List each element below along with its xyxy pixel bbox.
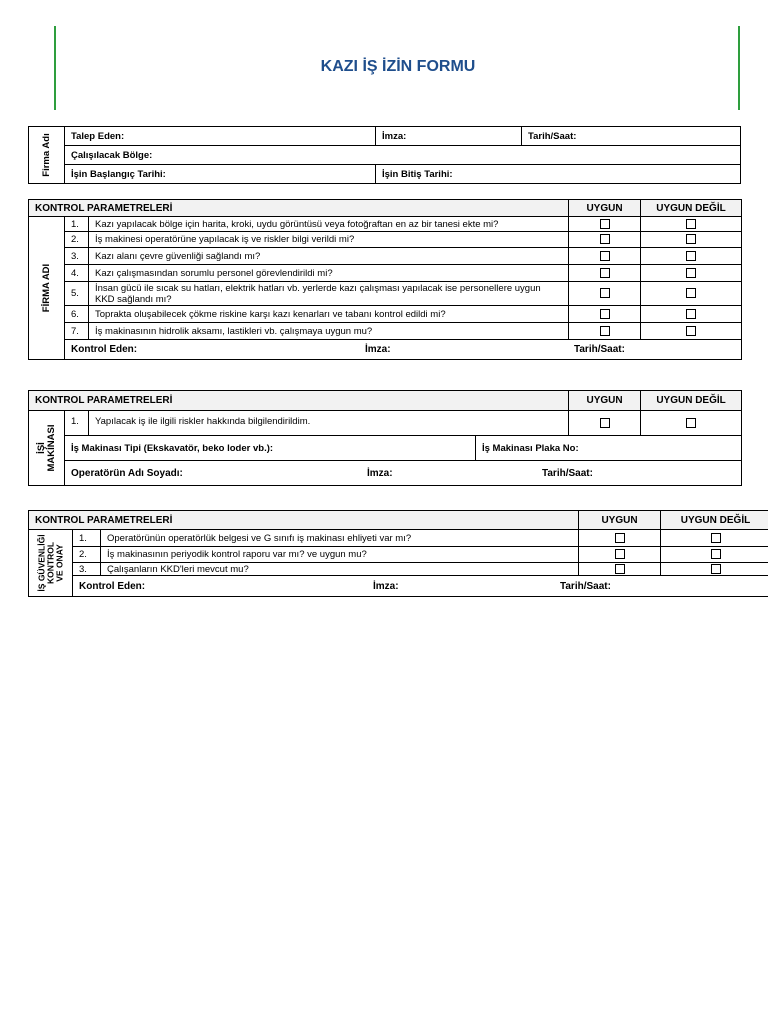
section3-header: KONTROL PARAMETRELERİ [29,511,579,530]
uygun-degil-checkbox[interactable] [686,234,696,244]
section3-col-uygun-degil: UYGUN DEĞİL [661,511,768,530]
section3-table [28,510,768,597]
uygun-degil-checkbox[interactable] [686,251,696,261]
tarih-saat-field[interactable]: Tarih/Saat: [574,344,625,355]
uygun-checkbox[interactable] [615,533,625,543]
uygun-checkbox[interactable] [600,326,610,336]
side-label-line: MAKİNASI [45,424,57,472]
item-number: 2. [65,232,89,248]
firma-adi-side-label: Firma Adı [40,133,52,177]
question-text: Yapılacak iş ile ilgili riskler hakkında bilgilendirildim. [89,411,569,436]
uygun-degil-checkbox[interactable] [686,309,696,319]
item-number: 3. [73,563,101,576]
question-text: Toprakta oluşabilecek çökme riskine karşı kazı kenarları ve tabanı kontrol edildi mi? [89,306,569,323]
item-number: 7. [65,323,89,340]
section2-col-uygun-degil: UYGUN DEĞİL [641,391,742,411]
section1-col-uygun-degil: UYGUN DEĞİL [641,200,742,217]
item-number: 4. [65,265,89,282]
section2-side-label-cell [29,411,65,486]
uygun-checkbox[interactable] [615,564,625,574]
uygun-degil-checkbox[interactable] [686,288,696,298]
item-number: 3. [65,248,89,265]
uygun-degil-checkbox[interactable] [686,268,696,278]
uygun-checkbox[interactable] [600,418,610,428]
imza-field[interactable]: İmza: [373,580,399,592]
item-number: 1. [65,411,89,436]
section3-side-label-cell [29,530,73,597]
firma-adi-side-label-cell [29,127,65,184]
section2-side-label [37,425,57,472]
section2-header: KONTROL PARAMETRELERİ [29,391,569,411]
imza-field[interactable]: İmza: [365,344,391,355]
section2-footer [65,461,742,486]
section3-footer [73,576,768,597]
page-title: KAZI İŞ İZİN FORMU [320,58,476,75]
uygun-degil-checkbox[interactable] [686,326,696,336]
imza-field[interactable]: İmza: [376,127,522,146]
tarih-saat-field[interactable]: Tarih/Saat: [542,467,593,479]
calisilacak-bolge-field[interactable]: Çalışılacak Bölge: [65,146,741,165]
tarih-saat-field[interactable]: Tarih/Saat: [522,127,741,146]
section1-side-label-cell [29,217,65,360]
section2-table [28,390,742,486]
uygun-degil-checkbox[interactable] [686,418,696,428]
uygun-checkbox[interactable] [600,219,610,229]
section3-col-uygun: UYGUN [579,511,661,530]
section3-side-label [37,534,64,591]
uygun-checkbox[interactable] [600,251,610,261]
plaka-no-field[interactable]: İş Makinası Plaka No: [476,436,742,461]
uygun-checkbox[interactable] [615,549,625,559]
section1-table [28,199,742,360]
uygun-degil-checkbox[interactable] [686,219,696,229]
item-number: 1. [73,530,101,547]
section1-col-uygun: UYGUN [569,200,641,217]
baslangic-tarihi-field[interactable]: İşin Başlangıç Tarihi: [65,165,376,184]
section1-header: KONTROL PARAMETRELERİ [29,200,569,217]
question-text: İş makinasının hidrolik aksamı, lastikleri vb. çalışmaya uygun mu? [89,323,569,340]
section2-col-uygun: UYGUN [569,391,641,411]
kontrol-eden-field[interactable]: Kontrol Eden: [71,344,138,355]
talep-eden-field[interactable]: Talep Eden: [65,127,376,146]
side-label-line: İŞ GÜVENLİĞİ [36,534,46,592]
tarih-saat-field[interactable]: Tarih/Saat: [560,580,611,592]
imza-field[interactable]: İmza: [367,467,393,479]
uygun-checkbox[interactable] [600,268,610,278]
uygun-degil-checkbox[interactable] [711,533,721,543]
item-number: 5. [65,282,89,306]
uygun-checkbox[interactable] [600,234,610,244]
section1-footer [65,340,742,360]
uygun-degil-checkbox[interactable] [711,564,721,574]
item-number: 1. [65,217,89,232]
bitis-tarihi-field[interactable]: İşin Bitiş Tarihi: [376,165,741,184]
question-text: İş makinesi operatörüne yapılacak iş ve riskler bilgi verildi mi? [89,232,569,248]
question-text: Kazı çalışmasından sorumlu personel görevlendirildi mi? [89,265,569,282]
side-label-line: İŞİ [35,442,47,454]
item-number: 2. [73,547,101,563]
makina-tipi-field[interactable]: İş Makinası Tipi (Ekskavatör, beko loder vb.): [65,436,476,461]
section1-side-label: FİRMA ADI [40,263,52,313]
uygun-checkbox[interactable] [600,288,610,298]
question-text: İnsan gücü ile sıcak su hatları, elektrik hatları vb. yerlerde kazı çalışması yapılacak ise personellere uygun KKD sağlandı mı? [89,282,569,306]
question-text: İş makinasının periyodik kontrol raporu var mı? ve uygun mu? [101,547,579,563]
question-text: Çalışanların KKD'leri mevcut mu? [101,563,579,576]
kontrol-eden-field[interactable]: Kontrol Eden: [79,580,146,592]
question-text: Operatörünün operatörlük belgesi ve G sınıfı iş makinası ehliyeti var mı? [101,530,579,547]
question-text: Kazı yapılacak bölge için harita, kroki, uydu görüntüsü veya fotoğraftan en az bir tanesi ekte mi? [89,217,569,232]
header-info-table [28,126,741,184]
uygun-checkbox[interactable] [600,309,610,319]
question-text: Kazı alanı çevre güvenliği sağlandı mı? [89,248,569,265]
operator-adi-field[interactable]: Operatörün Adı Soyadı: [71,467,183,479]
uygun-degil-checkbox[interactable] [711,549,721,559]
side-label-line: KONTROL [45,541,55,585]
side-label-line: VE ONAY [54,544,64,582]
item-number: 6. [65,306,89,323]
